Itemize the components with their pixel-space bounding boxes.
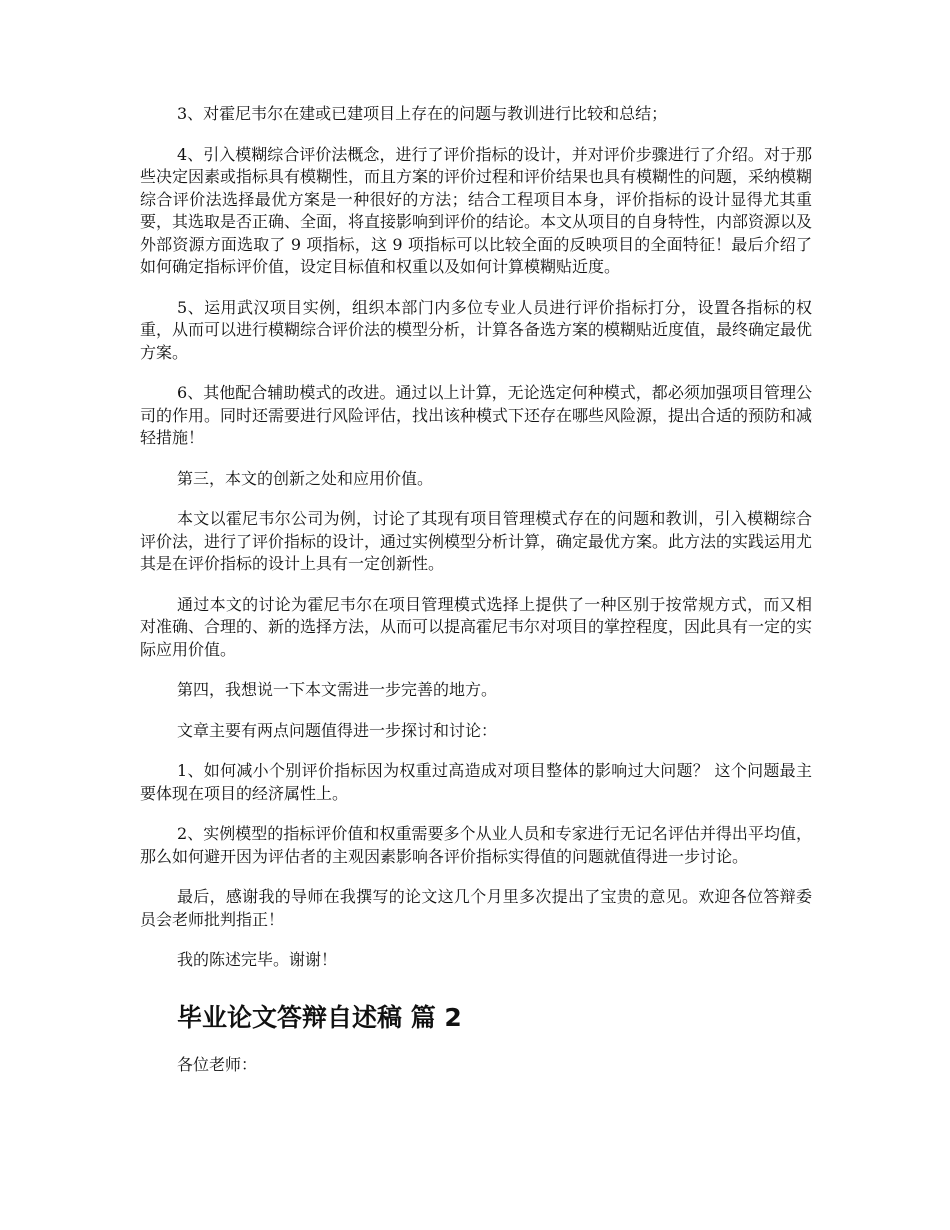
paragraph-two-issues: 文章主要有两点问题值得进一步探讨和讨论：: [177, 720, 498, 740]
paragraph-point-4: 4、引入模糊综合评价法概念，进行了评价指标的设计，并对评价步骤进行了介绍。对于那些决定因素或指标具有模糊性，而且方案的评价过程和评价结果也具有模糊性的问题，采纳模糊综合评价法选择最优方案是一种很好的方法；结合工程项目本身，评价指标的设计显得尤其重要，其选取是否正确、全面，将直接影响到评价的结论。本文从项目的自身特性，内部资源以及外部资源方面选取了 9 项指标，这 9 项指标可以比较全面的反映项目的全面特征！最后介绍了如何确定指标评价值，设定目标值和权重以及如何计算模糊贴近度。: [140, 144, 813, 276]
paragraph-point-5: 5、运用武汉项目实例，组织本部门内多位专业人员进行评价指标打分，设置各指标的权重，从而可以进行模糊综合评价法的模型分析，计算各备选方案的模糊贴近度值，最终确定最优方案。: [140, 297, 813, 362]
paragraph-application-value: 通过本文的讨论为霍尼韦尔在项目管理模式选择上提供了一种区别于按常规方式，而又相对准确、合理的、新的选择方法，从而可以提高霍尼韦尔对项目的掌控程度，因此具有一定的实际应用价值。: [140, 594, 813, 659]
paragraph-fourth-heading: 第四，我想说一下本文需进一步完善的地方。: [177, 680, 498, 699]
paragraph-issue-1: 1、如何减小个别评价指标因为权重过高造成对项目整体的影响过大问题？ 这个问题最主要体现在项目的经济属性上。: [140, 761, 812, 803]
paragraph-point-3: 3、对霍尼韦尔在建或已建项目上存在的问题与教训进行比较和总结；: [177, 104, 668, 123]
paragraph-third-heading: 第三，本文的创新之处和应用价值。: [177, 468, 434, 488]
paragraph-thanks: 最后，感谢我的导师在我撰写的论文这几个月里多次提出了宝贵的意见。欢迎各位答辩委员会老师批判指正！: [140, 887, 812, 929]
paragraph-closing: 我的陈述完毕。谢谢！: [177, 950, 338, 969]
salutation: 各位老师：: [177, 1054, 258, 1074]
section-heading: 毕业论文答辩自述稿 篇 2: [177, 1002, 462, 1032]
document-page: [140, 103, 812, 1076]
paragraph-issue-2: 2、实例模型的指标评价值和权重需要多个从业人员和专家进行无记名评估并得出平均值，那么如何避开因为评估者的主观因素影响各评价指标实得值的问题就值得进一步讨论。: [140, 824, 812, 866]
paragraph-point-6: 6、其他配合辅助模式的改进。通过以上计算，无论选定何种模式，都必须加强项目管理公司的作用。同时还需要进行风险评估，找出该种模式下还存在哪些风险源，提出合适的预防和减轻措施！: [140, 383, 813, 447]
paragraph-innovation: 本文以霍尼韦尔公司为例，讨论了其现有项目管理模式存在的问题和教训，引入模糊综合评价法，进行了评价指标的设计，通过实例模型分析计算，确定最优方案。此方法的实践运用尤其是在评价指标的设计上具有一定创新性。: [140, 509, 813, 573]
